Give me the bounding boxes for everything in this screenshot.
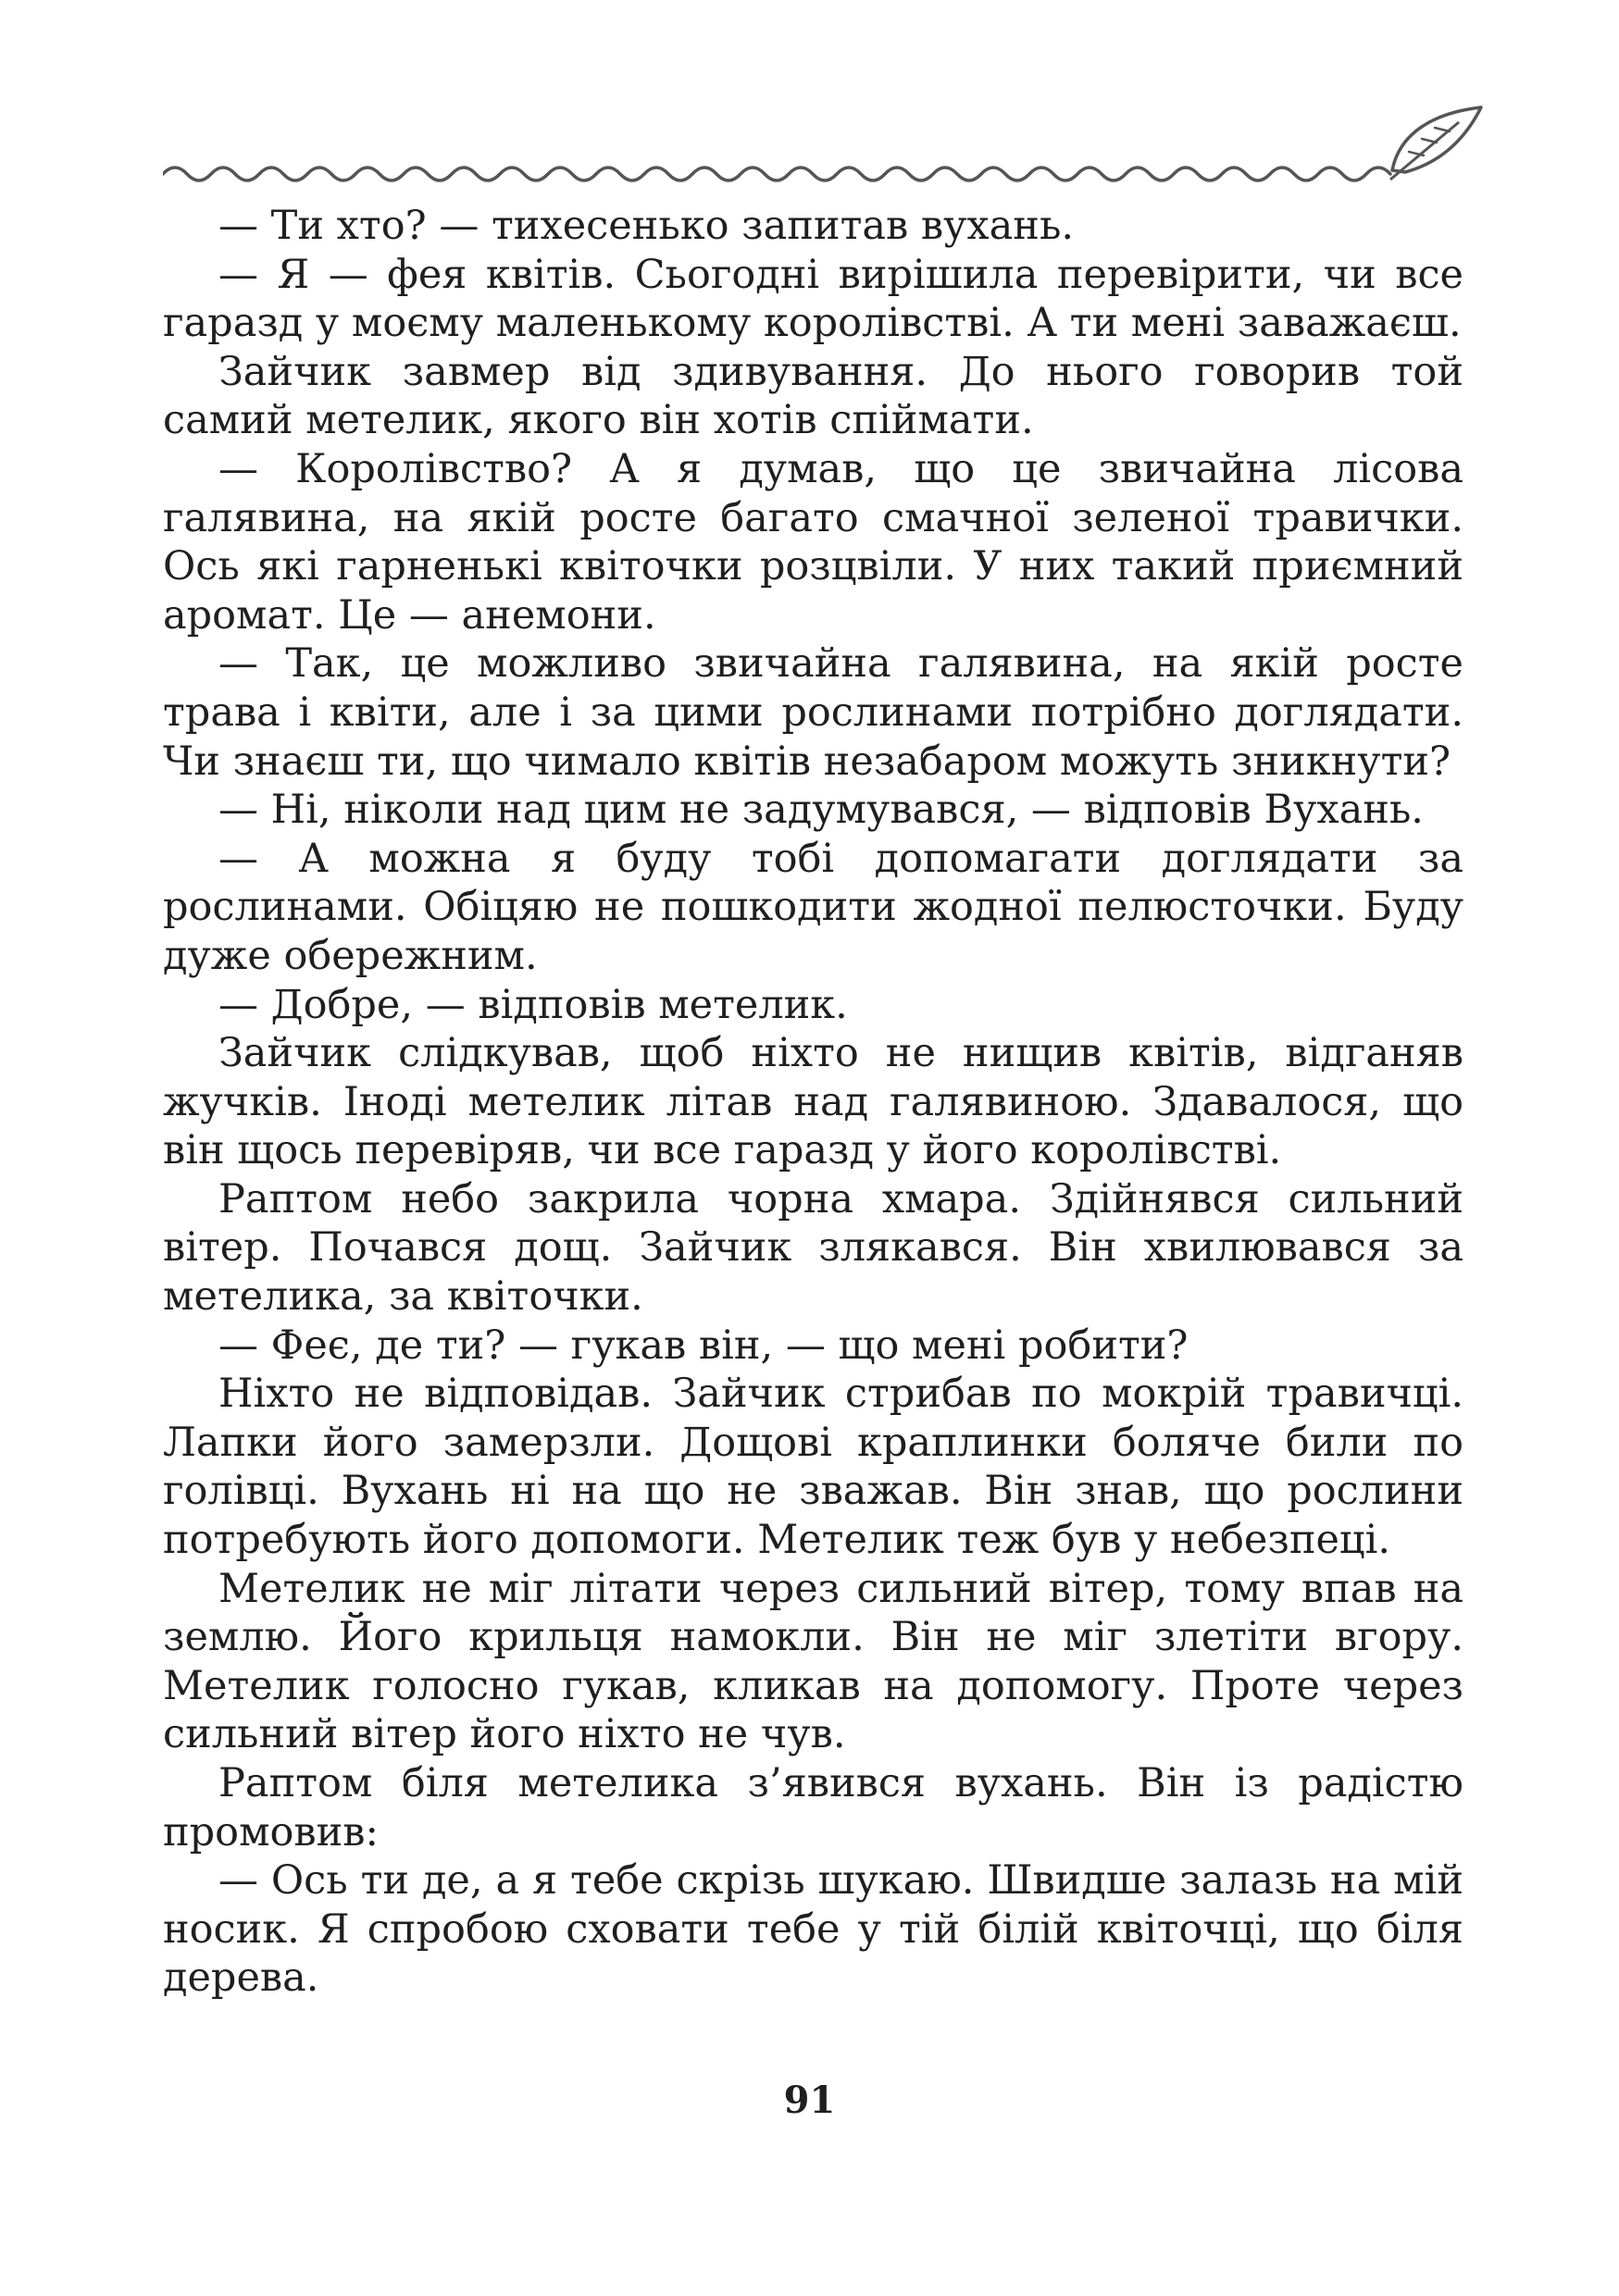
header-ornament	[163, 96, 1490, 198]
paragraph: Раптом небо закрила чорна хмара. Здійнявся сильний вітер. Почався дощ. Зайчик злякався. Він хвилювався за метелика, за квіточки.	[163, 1175, 1463, 1321]
page-number: 91	[783, 2079, 836, 2122]
paragraph: — Ні, ніколи над цим не задумувався, — відповів Вухань.	[218, 787, 1424, 834]
paragraph: — Так, це можливо звичайна галявина, на якій росте трава і квіти, але і за цими рослинами потрібно доглядати. Чи знаєш ти, що чимало квітів незабаром можуть зникнути?	[163, 640, 1463, 785]
wavy-line	[163, 168, 1390, 180]
quill-feather-icon	[1390, 107, 1481, 180]
paragraph: — Феє, де ти? — гукав він, — що мені робити?	[218, 1322, 1189, 1369]
paragraph: — Королівство? А я думав, що це звичайна лісова галявина, на якій росте багато смачної зеленої травички. Ось які гарненькі квіточки розцвіли. У них такий приємний аромат. Це — анемони.	[163, 445, 1463, 639]
paragraph: — Добре, — відповів метелик.	[218, 981, 848, 1028]
paragraph: Ніхто не відповідав. Зайчик стрибав по мокрій травичці. Лапки його замерзли. Дощові краплинки боляче били по голівці. Вухань ні на що не зважав. Він знав, що рослини потребують його допомоги. Метелик теж був у небезпеці.	[163, 1371, 1463, 1564]
paragraph: Зайчик завмер від здивування. До нього говорив той самий метелик, якого він хотів спіймати.	[163, 348, 1463, 444]
paragraph: — А можна я буду тобі допомагати доглядати за рослинами. Обіцяю не пошкодити жодної пелюсточки. Буду дуже обережним.	[163, 835, 1463, 979]
paragraph: Зайчик слідкував, щоб ніхто не нищив квітів, відганяв жучків. Іноді метелик літав над галявиною. Здавалося, що він щось перевіряв, чи все гаразд у його королівстві.	[163, 1030, 1463, 1174]
paragraph: — Ось ти де, а я тебе скрізь шукаю. Швидше залазь на мій носик. Я спробою сховати тебе у тій білій квіточці, що біля дерева.	[163, 1857, 1463, 2002]
paragraph: Раптом біля метелика з’явився вухань. Він із радістю промовив:	[163, 1760, 1463, 1855]
story-text	[163, 202, 1463, 2003]
paragraph: Метелик не міг літати через сильний вітер, тому впав на землю. Його крильця намокли. Він не міг злетіти вгору. Метелик голосно гукав, кликав на допомогу. Проте через сильний вітер його ніхто не чув.	[163, 1565, 1463, 1758]
paragraph: — Ти хто? — тихесенько запитав вухань.	[218, 203, 1075, 249]
paragraph: — Я — фея квітів. Сьогодні вирішила перевірити, чи все гаразд у моєму маленькому королівстві. А ти мені заважаєш.	[163, 251, 1463, 347]
